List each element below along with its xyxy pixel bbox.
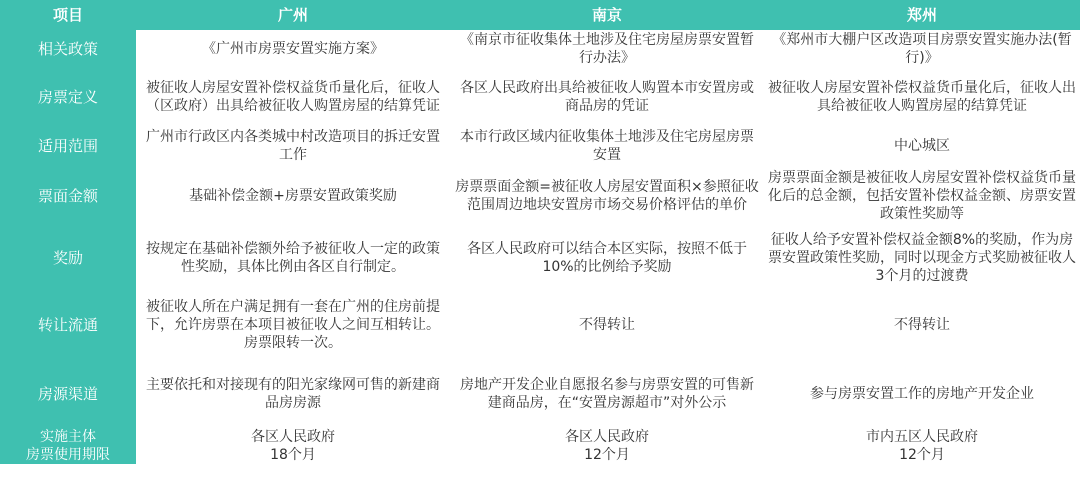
row-label: 房票使用期限	[0, 446, 136, 464]
cell-nanjing: 不得转让	[579, 317, 635, 333]
row-label: 适用范围	[0, 126, 136, 166]
table-row	[0, 30, 1080, 68]
cell-zhengzhou: 征收人给予安置补偿权益金额8%的奖励，作为房票安置政策性奖励，同时以现金方式奖励被征收人3个月的过渡费	[768, 232, 1076, 284]
row-label: 票面金额	[0, 166, 136, 226]
cell-nanjing: 12个月	[584, 446, 630, 463]
header-cell-item: 项目	[0, 0, 136, 30]
table-row	[0, 226, 1080, 290]
cell-zhengzhou: 12个月	[899, 446, 945, 463]
cell-guangzhou: 广州市行政区内各类城中村改造项目的拆迁安置工作	[146, 129, 440, 163]
cell-zhengzhou: 市内五区人民政府	[866, 428, 978, 445]
cell-guangzhou: 基础补偿金额+房票安置政策奖励	[189, 188, 397, 204]
row-label: 相关政策	[0, 30, 136, 68]
row-label: 房源渠道	[0, 360, 136, 428]
cell-zhengzhou: 中心城区	[894, 138, 950, 154]
table-row	[0, 68, 1080, 126]
cell-nanjing: 房地产开发企业自愿报名参与房票安置的可售新建商品房，在“安置房源超市”对外公示	[460, 377, 754, 411]
cell-guangzhou: 被征收人所在户满足拥有一套在广州的住房前提下，允许房票在本项目被征收人之间互相转让。房票限转一次。	[146, 299, 440, 351]
table-row	[0, 290, 1080, 360]
cell-guangzhou: 主要依托和对接现有的阳光家缘网可售的新建商品房房源	[146, 377, 440, 411]
cell-guangzhou: 按规定在基础补偿额外给予被征收人一定的政策性奖励，具体比例由各区自行制定。	[146, 241, 440, 275]
cell-guangzhou: 各区人民政府	[251, 428, 335, 445]
header-cell-nanjing: 南京	[450, 0, 764, 30]
row-label: 转让流通	[0, 290, 136, 360]
table-row	[0, 360, 1080, 428]
cell-zhengzhou: 《郑州市大棚户区改造项目房票安置实施办法(暂行)》	[772, 32, 1072, 66]
row-label: 实施主体	[0, 428, 136, 446]
cell-guangzhou: 18个月	[270, 446, 316, 463]
cell-nanjing: 各区人民政府可以结合本区实际，按照不低于10%的比例给予奖励	[467, 241, 747, 275]
cell-zhengzhou: 房票票面金额是被征收人房屋安置补偿权益货币量化后的总金额，包括安置补偿权益金额、房票安置政策性奖励等	[768, 170, 1076, 222]
cell-nanjing: 各区人民政府出具给被征收人购置本市安置房或商品房的凭证	[460, 80, 754, 114]
cell-guangzhou: 被征收人房屋安置补偿权益货币量化后，征收人（区政府）出具给被征收人购置房屋的结算凭证	[146, 80, 440, 114]
row-label: 奖励	[0, 226, 136, 290]
header-cell-guangzhou: 广州	[136, 0, 450, 30]
table-row	[0, 126, 1080, 166]
table-row	[0, 428, 1080, 446]
cell-guangzhou: 《广州市房票安置实施方案》	[202, 41, 384, 57]
header-cell-zhengzhou: 郑州	[764, 0, 1080, 30]
cell-nanjing: 房票票面金额=被征收人房屋安置面积×参照征收范围周边地块安置房市场交易价格评估的单价	[455, 179, 759, 213]
table-row	[0, 166, 1080, 226]
cell-nanjing: 各区人民政府	[565, 428, 649, 445]
cell-zhengzhou: 参与房票安置工作的房地产开发企业	[810, 386, 1034, 402]
row-label: 房票定义	[0, 68, 136, 126]
cell-nanjing: 《南京市征收集体土地涉及住宅房屋房票安置暂行办法》	[460, 32, 754, 66]
table-row	[0, 446, 1080, 464]
header-row	[0, 0, 1080, 30]
cell-zhengzhou: 不得转让	[894, 317, 950, 333]
cell-zhengzhou: 被征收人房屋安置补偿权益货币量化后，征收人出具给被征收人购置房屋的结算凭证	[768, 80, 1076, 114]
cell-nanjing: 本市行政区域内征收集体土地涉及住宅房屋房票安置	[460, 129, 754, 163]
